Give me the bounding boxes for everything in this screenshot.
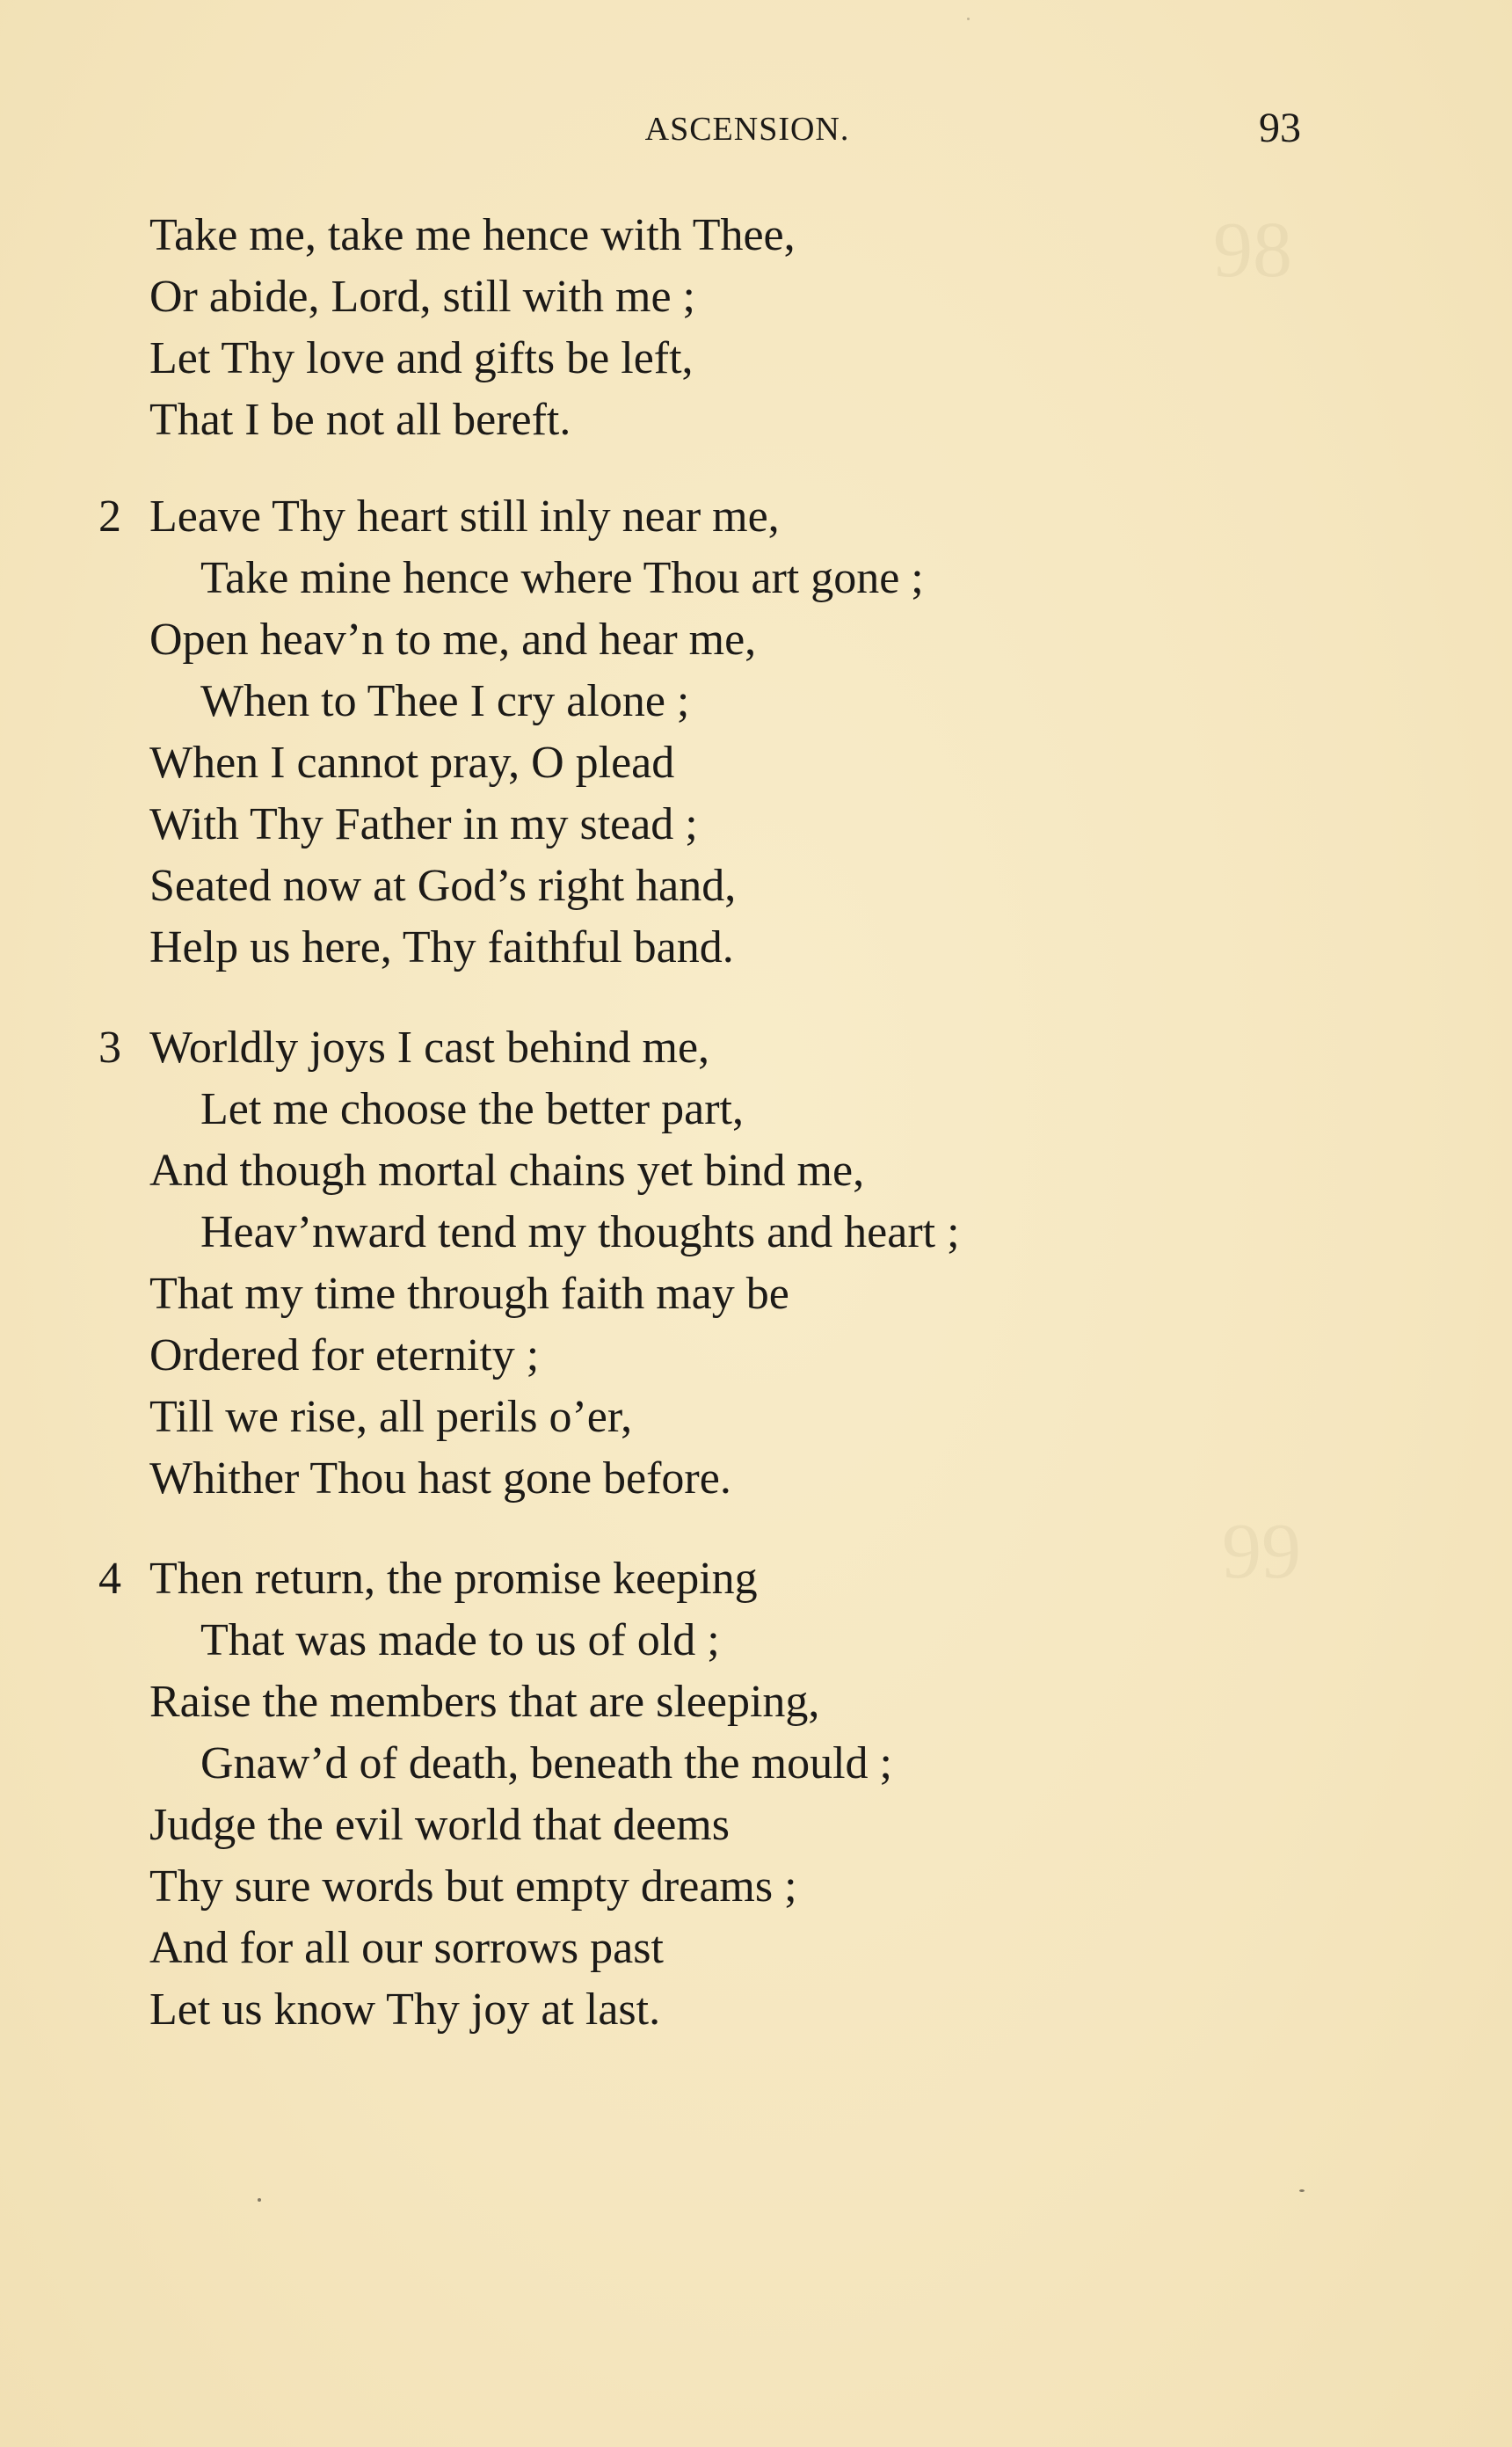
verse-line: Seated now at God’s right hand,: [149, 861, 737, 911]
verse-line: And for all our sorrows past: [149, 1923, 664, 1973]
verse-line: That I be not all bereft.: [149, 395, 571, 445]
verse-line: Judge the evil world that deems: [149, 1800, 730, 1850]
verse-line: Heav’nward tend my thoughts and heart ;: [200, 1207, 960, 1257]
verse-line: Then return, the promise keeping: [149, 1554, 758, 1604]
verse-line: Let me choose the better part,: [200, 1084, 744, 1134]
verse-line: Ordered for eternity ;: [149, 1330, 540, 1380]
verse-line: Take me, take me hence with Thee,: [149, 210, 796, 260]
stanza-number: 2: [98, 492, 121, 542]
verse-line: And though mortal chains yet bind me,: [149, 1146, 865, 1196]
page-number: 93: [1259, 105, 1301, 151]
paper-speck: [258, 2198, 261, 2202]
verse-line: Let Thy love and gifts be left,: [149, 333, 694, 383]
verse-line: Thy sure words but empty dreams ;: [149, 1861, 797, 1912]
bleed-through-mark: 99: [1222, 1508, 1301, 1595]
stanza-number: 4: [98, 1554, 121, 1604]
verse-line: Leave Thy heart still inly near me,: [149, 492, 780, 542]
verse-line: Let us know Thy joy at last.: [149, 1985, 661, 2035]
paper-speck: [1299, 2189, 1305, 2192]
verse-line: Gnaw’d of death, beneath the mould ;: [200, 1738, 892, 1788]
verse-line: That was made to us of old ;: [200, 1615, 720, 1665]
verse-line: When I cannot pray, O plead: [149, 738, 675, 788]
running-header: ASCENSION.: [644, 111, 850, 148]
bleed-through-mark: 98: [1213, 207, 1292, 294]
verse-line: Help us here, Thy faithful band.: [149, 922, 734, 972]
paper-speck: [967, 18, 970, 20]
verse-line: Whither Thou hast gone before.: [149, 1453, 731, 1504]
verse-line: That my time through faith may be: [149, 1269, 789, 1319]
verse-line: With Thy Father in my stead ;: [149, 799, 698, 849]
stanza-number: 3: [98, 1023, 121, 1073]
verse-line: Worldly joys I cast behind me,: [149, 1023, 710, 1073]
verse-line: Open heav’n to me, and hear me,: [149, 615, 757, 665]
verse-line: Or abide, Lord, still with me ;: [149, 272, 696, 322]
verse-line: Raise the members that are sleeping,: [149, 1677, 820, 1727]
verse-line: Till we rise, all perils o’er,: [149, 1392, 633, 1442]
verse-line: Take mine hence where Thou art gone ;: [200, 553, 924, 603]
verse-line: When to Thee I cry alone ;: [200, 676, 690, 726]
